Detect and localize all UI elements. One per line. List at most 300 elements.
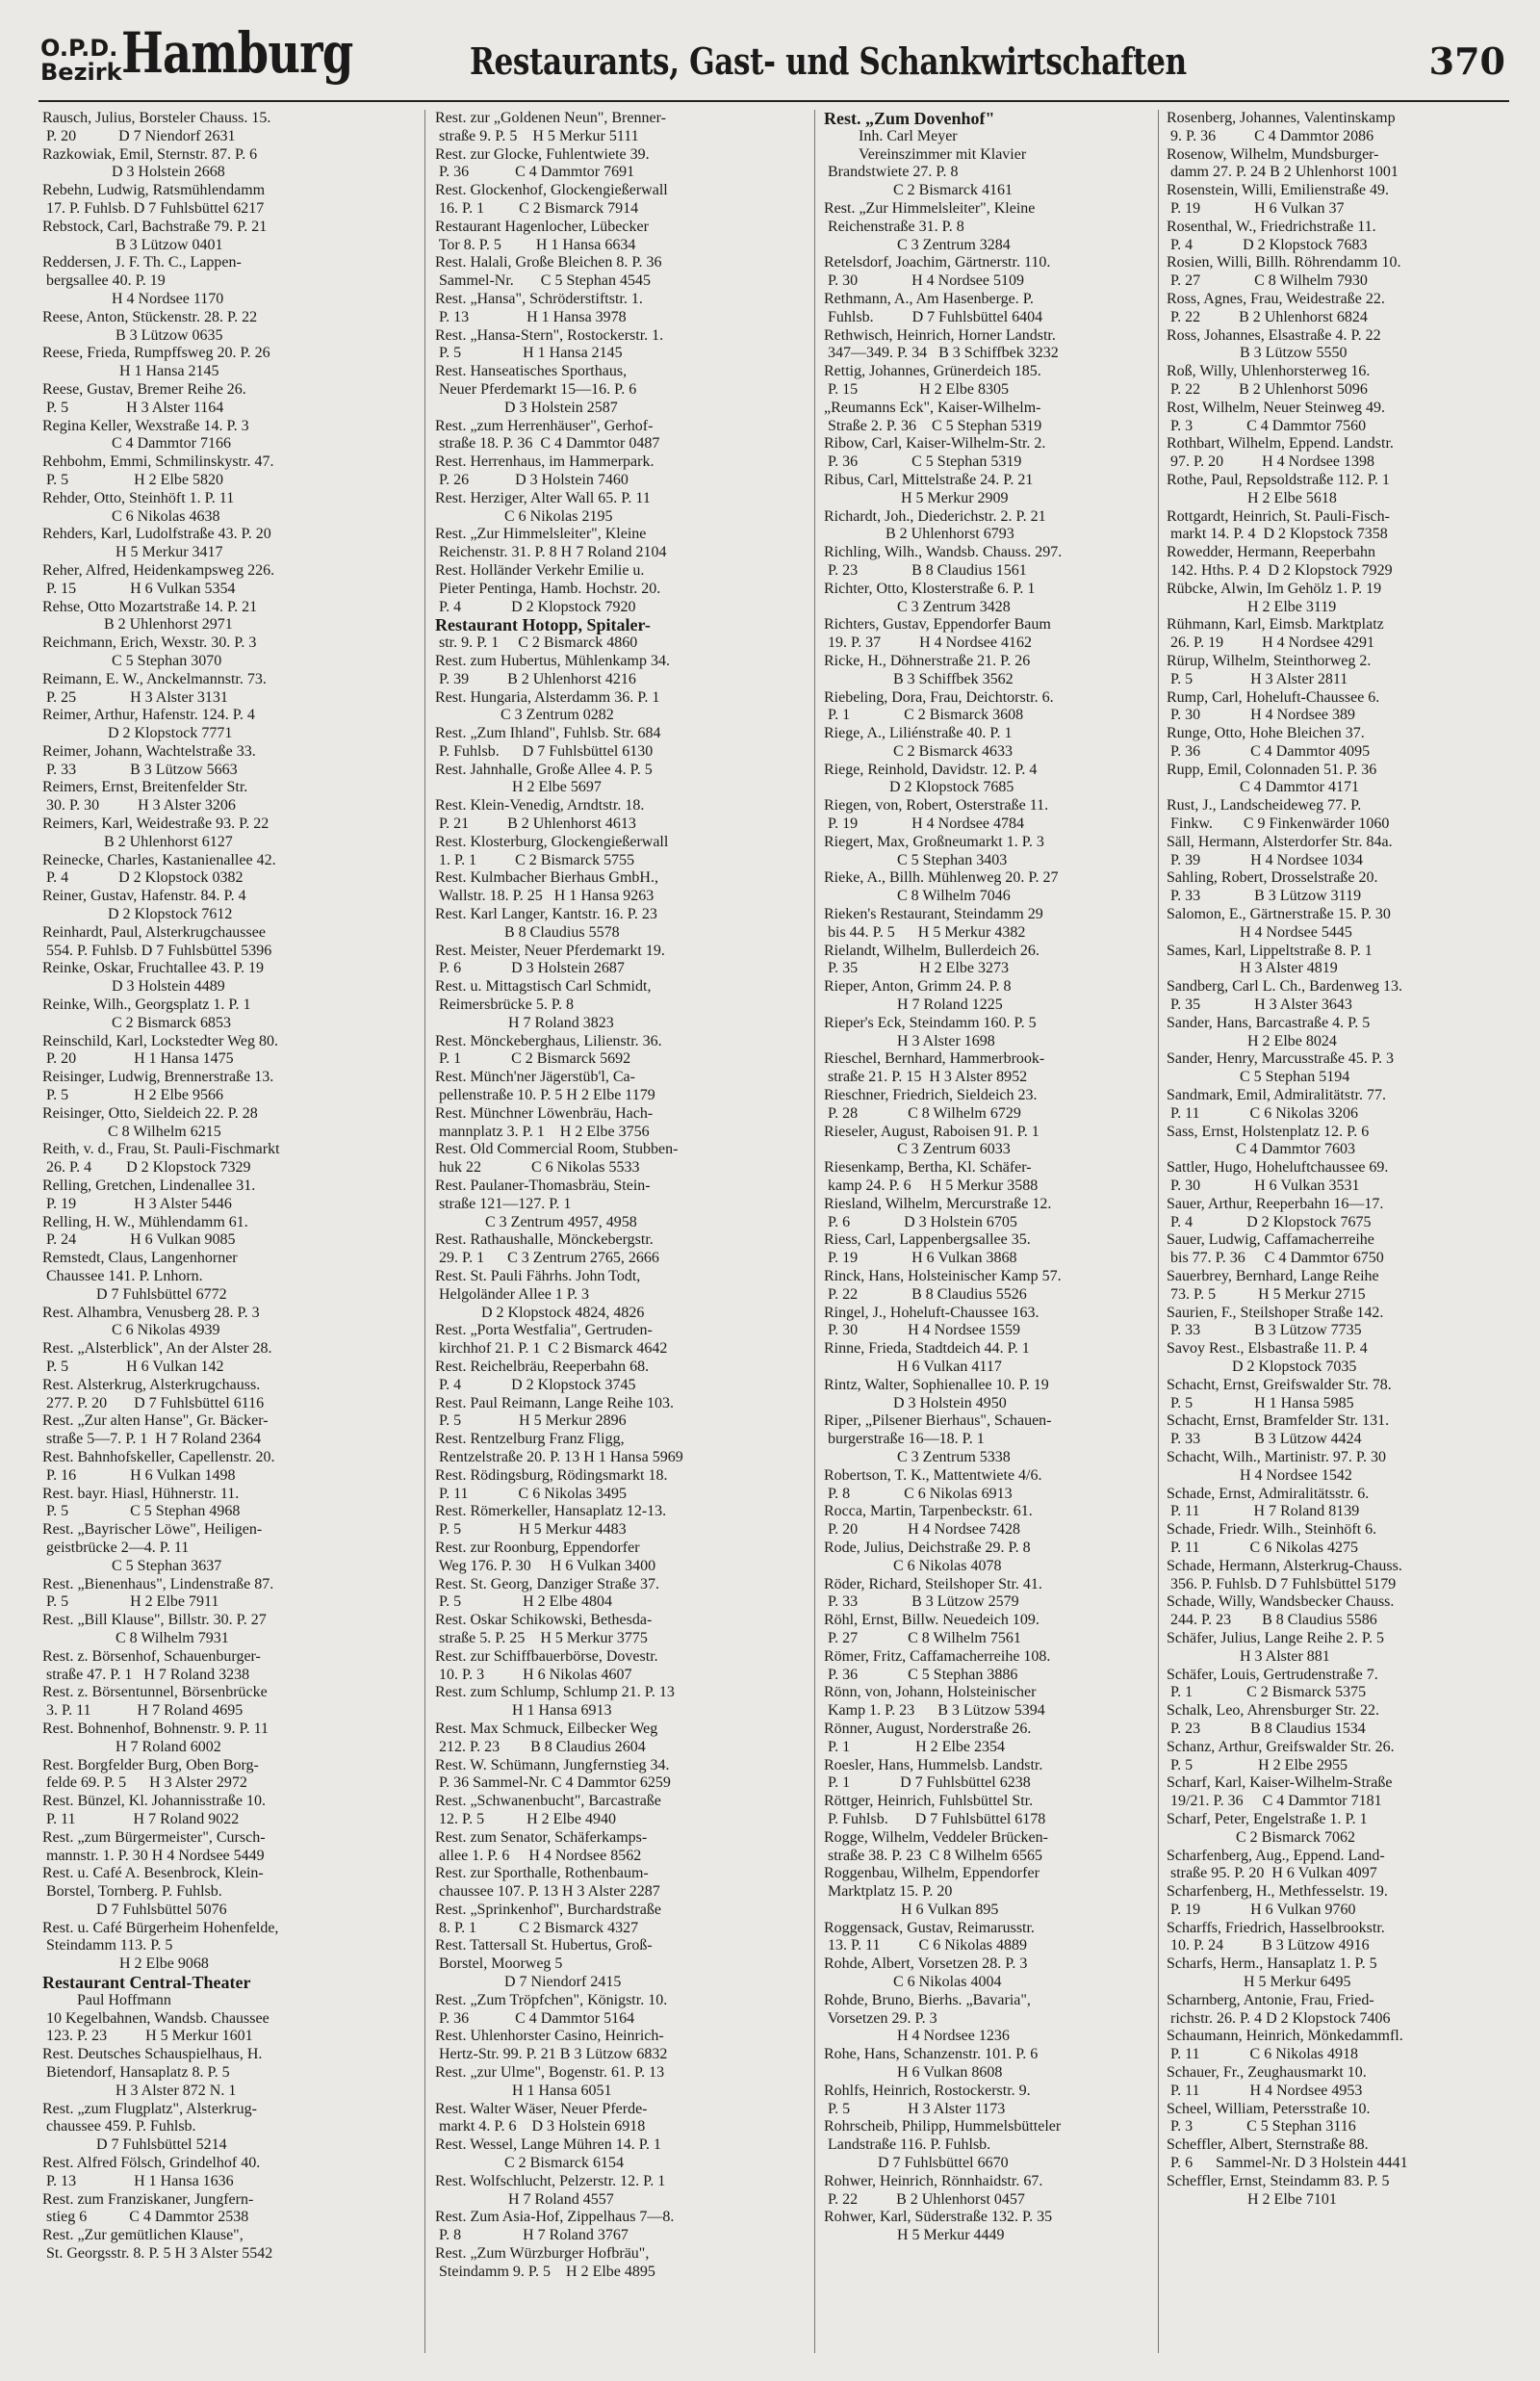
directory-entry: richstr. 26. P. 4 D 2 Klopstock 7406 (1167, 2009, 1391, 2027)
directory-entry: P. 1 H 2 Elbe 2354 (824, 1738, 1005, 1755)
directory-entry: Rest. Herziger, Alter Wall 65. P. 11 (435, 489, 651, 506)
directory-entry: Rest. z. Börsenhof, Schauenburger- (42, 1647, 261, 1665)
directory-entry: H 3 Alster 872 N. 1 (42, 2082, 237, 2099)
directory-entry: P. 23 B 8 Claudius 1561 (824, 561, 1027, 579)
directory-entry: H 2 Elbe 9068 (42, 1955, 209, 1973)
directory-entry: Retelsdorf, Joachim, Gärtnerstr. 110. (824, 254, 1051, 272)
directory-entry: Remstedt, Claus, Langenhorner (42, 1250, 238, 1267)
directory-entry: Neuer Pferdemarkt 15—16. P. 6 (435, 380, 637, 398)
directory-entry: Rest. Klosterburg, Glockengießerwall (435, 833, 669, 850)
directory-entry: Rohde, Bruno, Bierhs. „Bavaria", (824, 1991, 1031, 2008)
directory-entry: Rieschel, Bernhard, Hammerbrook- (824, 1050, 1045, 1068)
directory-entry: P. 22 B 2 Uhlenhorst 0457 (824, 2190, 1025, 2208)
directory-entry: Rehder, Otto, Steinhöft 1. P. 11 (42, 489, 235, 506)
directory-entry: 10 Kegelbahnen, Wandsb. Chaussee (42, 2009, 270, 2027)
directory-entry: Rübcke, Alwin, Im Gehölz 1. P. 19 (1167, 580, 1382, 597)
directory-entry: Ribow, Carl, Kaiser-Wilhelm-Str. 2. (824, 435, 1046, 453)
page-title: Restaurants, Gast- und Schankwirtschaften (470, 39, 1187, 83)
directory-entry: P. 16 H 6 Vulkan 1498 (42, 1466, 236, 1484)
directory-entry: C 4 Dammtor 7603 (1167, 1141, 1355, 1158)
directory-entry: Rohrscheib, Philipp, Hummelsbütteler (824, 2118, 1062, 2135)
directory-entry: Rethwisch, Heinrich, Horner Landstr. (824, 326, 1056, 344)
directory-entry: Schaumann, Heinrich, Mönkedammfl. (1167, 2028, 1403, 2045)
directory-entry: Scheel, William, Petersstraße 10. (1167, 2100, 1371, 2117)
directory-entry: Rest. Deutsches Schauspielhaus, H. (42, 2046, 263, 2063)
directory-entry: B 3 Lützow 5550 (1167, 345, 1348, 362)
directory-entry: P. 36 Sammel-Nr. C 4 Dammtor 6259 (435, 1774, 671, 1792)
directory-entry: Rönner, August, Norderstraße 26. (824, 1720, 1032, 1737)
directory-entry: 19/21. P. 36 C 4 Dammtor 7181 (1167, 1793, 1382, 1810)
directory-entry: Reichenstr. 31. P. 8 H 7 Roland 2104 (435, 544, 667, 561)
directory-entry: C 8 Wilhelm 7931 (42, 1629, 229, 1646)
directory-entry: P. 33 B 3 Lützow 3119 (1167, 888, 1362, 905)
directory-entry: Scharfenberg, Aug., Eppend. Land- (1167, 1847, 1385, 1864)
directory-entry: C 6 Nikolas 4638 (42, 507, 220, 525)
directory-entry: 13. P. 11 C 6 Nikolas 4889 (824, 1937, 1027, 1954)
directory-entry: Reith, v. d., Frau, St. Pauli-Fischmarkt (42, 1141, 280, 1158)
directory-entry: P. 22 B 8 Claudius 5526 (824, 1285, 1027, 1303)
directory-entry: Rinck, Hans, Holsteinischer Kamp 57. (824, 1268, 1062, 1284)
directory-entry: P. 5 H 2 Elbe 2955 (1167, 1756, 1348, 1773)
directory-entry: Riebeling, Dora, Frau, Deichtorstr. 6. (824, 688, 1054, 706)
directory-entry: Schacht, Ernst, Greifswalder Str. 78. (1167, 1376, 1392, 1393)
directory-entry: Ricke, H., Döhnerstraße 21. P. 26 (824, 652, 1031, 669)
directory-entry: Rest. Karl Langer, Kantstr. 16. P. 23 (435, 906, 657, 923)
directory-entry: Reisinger, Otto, Sieldeich 22. P. 28 (42, 1104, 258, 1122)
directory-entry: Rest. Paul Reimann, Lange Reihe 103. (435, 1394, 674, 1411)
directory-entry: H 5 Merkur 4449 (824, 2227, 1005, 2244)
directory-entry: Rest. zum Senator, Schäferkamps- (435, 1828, 648, 1846)
directory-entry: Rest. Klein-Venedig, Arndtstr. 18. (435, 797, 645, 815)
directory-entry: Scheffler, Albert, Sternstraße 88. (1167, 2136, 1369, 2154)
directory-entry: Rest. Kulmbacher Bierhaus GmbH., (435, 869, 658, 887)
directory-entry: P. 11 H 4 Nordsee 4953 (1167, 2082, 1363, 2099)
directory-entry: Rohe, Hans, Schanzenstr. 101. P. 6 (824, 2046, 1039, 2063)
directory-entry: Röder, Richard, Steilshoper Str. 41. (824, 1575, 1042, 1592)
directory-entry: P. 4 D 2 Klopstock 0382 (42, 869, 244, 887)
directory-entry: P. 5 H 3 Alster 1164 (42, 399, 224, 416)
directory-entry: C 6 Nikolas 4004 (824, 1974, 1002, 1991)
directory-entry: H 2 Elbe 5618 (1167, 489, 1337, 506)
directory-entry: Sauer, Ludwig, Caffamacherreihe (1167, 1231, 1374, 1249)
directory-entry: Reinke, Oskar, Fruchtallee 43. P. 19 (42, 960, 264, 977)
directory-entry: Borstel, Moorweg 5 (435, 1955, 563, 1973)
directory-entry: Schäfer, Julius, Lange Reihe 2. P. 5 (1167, 1629, 1384, 1646)
directory-entry: Reichmann, Erich, Wexstr. 30. P. 3 (42, 634, 257, 652)
directory-entry: Rest. Uhlenhorster Casino, Heinrich- (435, 2028, 664, 2045)
directory-entry: H 2 Elbe 8024 (1167, 1032, 1337, 1049)
directory-entry: Rocca, Martin, Tarpenbeckstr. 61. (824, 1503, 1033, 1520)
directory-entry: Rest. „Zum Tröpfchen", Königstr. 10. (435, 1991, 668, 2008)
directory-entry: Scharffs, Friedrich, Hasselbrookstr. (1167, 1919, 1385, 1936)
directory-entry: D 2 Klopstock 7035 (1167, 1358, 1357, 1375)
directory-entry: chaussee 107. P. 13 H 3 Alster 2287 (435, 1883, 660, 1901)
directory-entry: C 8 Wilhelm 7046 (824, 888, 1011, 905)
directory-entry: bergsallee 40. P. 19 (42, 272, 166, 290)
directory-entry: C 4 Dammtor 4171 (1167, 779, 1359, 796)
directory-entry: Steindamm 9. P. 5 H 2 Elbe 4895 (435, 2263, 655, 2280)
directory-entry: Reher, Alfred, Heidenkampsweg 226. (42, 561, 275, 579)
district-label (40, 37, 122, 85)
directory-entry: P. 11 H 7 Roland 9022 (42, 1810, 240, 1827)
directory-entry: Sames, Karl, Lippeltstraße 8. P. 1 (1167, 942, 1373, 959)
directory-entry: P. 11 C 6 Nikolas 3206 (1167, 1104, 1358, 1122)
directory-entry: C 5 Stephan 3403 (824, 851, 1008, 868)
directory-entry: 12. P. 5 H 2 Elbe 4940 (435, 1810, 616, 1827)
directory-entry: P. 15 H 6 Vulkan 5354 (42, 580, 236, 597)
directory-entry: Rest. Walter Wäser, Neuer Pferde- (435, 2100, 648, 2117)
directory-entry: Rest. Jahnhalle, Große Allee 4. P. 5 (435, 761, 653, 778)
directory-entry: Rottgardt, Heinrich, St. Pauli-Fisch- (1167, 507, 1390, 525)
directory-entry: H 6 Vulkan 8608 (824, 2064, 1003, 2082)
directory-entry: Vereinszimmer mit Klavier (859, 145, 1027, 163)
directory-entry: H 5 Merkur 3417 (42, 544, 223, 561)
directory-entry: mannplatz 3. P. 1 H 2 Elbe 3756 (435, 1123, 650, 1140)
directory-entry: Rosenthal, W., Friedrichstraße 11. (1167, 218, 1376, 235)
directory-entry: H 6 Vulkan 895 (824, 1901, 999, 1918)
directory-entry: P. 3 C 5 Stephan 3116 (1167, 2118, 1356, 2135)
directory-entry: P. Fuhlsb. D 7 Fuhlsbüttel 6130 (435, 742, 654, 760)
directory-entry: 347—349. P. 34 B 3 Schiffbek 3232 (824, 345, 1059, 362)
directory-entry: Rest. Römerkeller, Hansaplatz 12-13. (435, 1503, 667, 1520)
directory-entry: D 7 Fuhlsbüttel 6670 (824, 2155, 1009, 2172)
directory-entry: P. 5 H 5 Merkur 4483 (435, 1521, 627, 1539)
directory-entry: Reimersbrücke 5. P. 8 (435, 996, 574, 1014)
directory-entry: Rupp, Emil, Colonnaden 51. P. 36 (1167, 761, 1377, 778)
directory-entry: Rest. Meister, Neuer Pferdemarkt 19. (435, 942, 665, 959)
directory-entry: C 3 Zentrum 3284 (824, 236, 1011, 253)
directory-entry: Rest. „zur Ulme", Bogenstr. 61. P. 13 (435, 2064, 665, 2082)
directory-entry: Rosenow, Wilhelm, Mundsburger- (1167, 145, 1379, 163)
directory-entry: P. 19 H 6 Vulkan 9760 (1167, 1901, 1356, 1918)
directory-entry: Rest. „Zum Ihland", Fuhlsb. Str. 684 (435, 725, 661, 742)
directory-entry: stieg 6 C 4 Dammtor 2538 (42, 2209, 249, 2226)
directory-entry: P. 1 C 2 Bismarck 3608 (824, 707, 1024, 724)
directory-entry: Rest. bayr. Hiasl, Hühnerstr. 11. (42, 1485, 240, 1502)
directory-entry: Sauer, Arthur, Reeperbahn 16—17. (1167, 1195, 1384, 1212)
directory-entry: C 3 Zentrum 5338 (824, 1448, 1011, 1465)
directory-entry: Sattler, Hugo, Hoheluftchaussee 69. (1167, 1159, 1389, 1177)
directory-entry: Inh. Carl Meyer (859, 127, 958, 144)
directory-entry: Paul Hoffmann (77, 1991, 171, 2008)
directory-entry: Rest. zum Franziskaner, Jungfern- (42, 2190, 254, 2208)
directory-entry: P. 4 D 2 Klopstock 3745 (435, 1376, 636, 1393)
directory-entry: Reese, Anton, Stückenstr. 28. P. 22 (42, 308, 258, 325)
directory-entry: Reimer, Arthur, Hafenstr. 124. P. 4 (42, 707, 255, 724)
directory-entry: B 3 Lützow 0401 (42, 236, 223, 253)
directory-entry: Riper, „Pilsener Bierhaus", Schauen- (824, 1412, 1052, 1430)
directory-entry: Riegen, von, Robert, Osterstraße 11. (824, 797, 1049, 815)
directory-entry: Salomon, E., Gärtnerstraße 15. P. 30 (1167, 906, 1391, 923)
directory-entry: Ringel, J., Hoheluft-Chaussee 163. (824, 1304, 1040, 1321)
directory-entry: Rest. Halali, Große Bleichen 8. P. 36 (435, 254, 662, 272)
directory-entry: Scheffler, Ernst, Steindamm 83. P. 5 (1167, 2172, 1390, 2189)
directory-entry: Rebehn, Ludwig, Ratsmühlendamm (42, 182, 266, 199)
directory-entry: Rest. Hungaria, Alsterdamm 36. P. 1 (435, 688, 660, 706)
directory-entry: P. 26 D 3 Holstein 7460 (435, 471, 629, 488)
directory-entry: Schauer, Fr., Zeughausmarkt 10. (1167, 2064, 1367, 2082)
directory-entry: Rest. zur Roonburg, Eppendorfer (435, 1539, 640, 1556)
directory-entry: P. 25 H 3 Alster 3131 (42, 688, 228, 706)
directory-entry: C 6 Nikolas 4078 (824, 1557, 1002, 1574)
directory-entry: Scharfenberg, H., Methfesselstr. 19. (1167, 1883, 1388, 1901)
directory-entry: 244. P. 23 B 8 Claudius 5586 (1167, 1612, 1377, 1629)
directory-entry: burgerstraße 16—18. P. 1 (824, 1431, 985, 1448)
directory-entry: Rohwer, Karl, Süderstraße 132. P. 35 (824, 2209, 1053, 2226)
directory-entry: P. 5 C 5 Stephan 4968 (42, 1503, 241, 1520)
column-1 (42, 110, 416, 2264)
directory-entry: Reichenstraße 31. P. 8 (824, 218, 964, 235)
directory-entry: markt 14. P. 4 D 2 Klopstock 7358 (1167, 526, 1388, 543)
directory-entry: D 3 Holstein 2668 (42, 164, 225, 181)
directory-entry: kirchhof 21. P. 1 C 2 Bismarck 4642 (435, 1340, 668, 1358)
directory-entry: P. 24 H 6 Vulkan 9085 (42, 1231, 236, 1249)
directory-entry: Rieper, Anton, Grimm 24. P. 8 (824, 978, 1012, 996)
directory-entry: P. 36 C 5 Stephan 5319 (824, 453, 1022, 471)
directory-entry: str. 9. P. 1 C 2 Bismarck 4860 (435, 634, 638, 652)
directory-entry: P. 28 C 8 Wilhelm 6729 (824, 1104, 1021, 1122)
directory-entry: St. Georgsstr. 8. P. 5 H 3 Alster 5542 (42, 2245, 273, 2263)
directory-entry: Rehbohm, Emmi, Schmilinskystr. 47. (42, 453, 274, 471)
column-divider (814, 110, 815, 2353)
directory-entry: Säll, Hermann, Alsterdorfer Str. 84a. (1167, 833, 1393, 850)
directory-entry: Sander, Hans, Barcastraße 4. P. 5 (1167, 1014, 1371, 1031)
directory-entry: C 2 Bismarck 6853 (42, 1014, 231, 1031)
directory-entry: B 2 Uhlenhorst 6793 (824, 526, 1014, 543)
directory-entry: Riege, Reinhold, Davidstr. 12. P. 4 (824, 761, 1038, 778)
directory-entry: P. 20 H 1 Hansa 1475 (42, 1050, 234, 1068)
directory-entry: felde 69. P. 5 H 3 Alster 2972 (42, 1774, 247, 1792)
directory-entry: 29. P. 1 C 3 Zentrum 2765, 2666 (435, 1250, 659, 1267)
directory-entry: P. 27 C 8 Wilhelm 7930 (1167, 272, 1368, 290)
directory-entry: Rebstock, Carl, Bachstraße 79. P. 21 (42, 218, 268, 235)
directory-entry: straße 121—127. P. 1 (435, 1195, 572, 1212)
directory-entry: Marktplatz 15. P. 20 (824, 1883, 953, 1901)
directory-entry: Rieken's Restaurant, Steindamm 29 (824, 906, 1043, 923)
directory-entry: 19. P. 37 H 4 Nordsee 4162 (824, 634, 1032, 652)
directory-entry: Rest. Oskar Schikowski, Bethesda- (435, 1612, 653, 1629)
directory-entry: Rest. St. Pauli Fährhs. John Todt, (435, 1268, 641, 1284)
directory-entry: Schäfer, Louis, Gertrudenstraße 7. (1167, 1666, 1378, 1683)
directory-entry: „Reumanns Eck", Kaiser-Wilhelm- (824, 399, 1041, 416)
directory-entry: Rest. Rentzelburg Franz Fligg, (435, 1431, 625, 1448)
directory-entry: H 7 Roland 6002 (42, 1738, 221, 1755)
directory-entry: Rest. St. Georg, Danziger Straße 37. (435, 1575, 659, 1592)
directory-entry: 16. P. 1 C 2 Bismarck 7914 (435, 199, 639, 217)
directory-entry: Saurien, F., Steilshoper Straße 142. (1167, 1304, 1384, 1321)
directory-entry: Finkw. C 9 Finkenwärder 1060 (1167, 815, 1390, 833)
directory-entry: Rest. Zum Asia-Hof, Zippelhaus 7—8. (435, 2209, 675, 2226)
directory-entry: P. 35 H 3 Alster 3643 (1167, 996, 1352, 1014)
directory-entry: P. 5 H 3 Alster 2811 (1167, 670, 1348, 687)
directory-entry: Weg 176. P. 30 H 6 Vulkan 3400 (435, 1557, 656, 1574)
directory-entry: 356. P. Fuhlsb. D 7 Fuhlsbüttel 5179 (1167, 1575, 1397, 1592)
directory-entry: P. 1 D 7 Fuhlsbüttel 6238 (824, 1774, 1031, 1792)
directory-entry: P. 21 B 2 Uhlenhorst 4613 (435, 815, 636, 833)
directory-entry: Rohde, Albert, Vorsetzen 28. P. 3 (824, 1955, 1028, 1973)
directory-entry: C 4 Dammtor 7166 (42, 435, 231, 453)
directory-entry: 97. P. 20 H 4 Nordsee 1398 (1167, 453, 1374, 471)
directory-entry: P. 6 D 3 Holstein 6705 (824, 1213, 1017, 1230)
page-number: 370 (1428, 39, 1505, 83)
column-4 (1167, 110, 1540, 2209)
directory-entry: Rausch, Julius, Borsteler Chauss. 15. (42, 110, 271, 126)
directory-entry: P. 22 B 2 Uhlenhorst 6824 (1167, 308, 1368, 325)
directory-entry: Borstel, Tornberg. P. Fuhlsb. (42, 1883, 222, 1901)
directory-entry: Reinke, Wilh., Georgsplatz 1. P. 1 (42, 996, 251, 1014)
directory-entry: Riesenkamp, Bertha, Kl. Schäfer- (824, 1159, 1032, 1177)
directory-entry: Römer, Fritz, Caffamacherreihe 108. (824, 1647, 1051, 1665)
directory-entry: Rest. Alhambra, Venusberg 28. P. 3 (42, 1304, 260, 1321)
directory-entry: Rest. „Zur alten Hanse", Gr. Bäcker- (42, 1412, 269, 1430)
directory-entry: H 2 Elbe 3119 (1167, 598, 1337, 615)
directory-entry: C 2 Bismarck 4161 (824, 182, 1013, 199)
directory-entry: P. 23 B 8 Claudius 1534 (1167, 1720, 1366, 1737)
directory-entry: Schanz, Arthur, Greifswalder Str. 26. (1167, 1738, 1395, 1755)
directory-entry: H 3 Alster 1698 (824, 1032, 995, 1049)
directory-entry: C 5 Stephan 3637 (42, 1557, 222, 1574)
directory-entry: Sandberg, Carl L. Ch., Bardenweg 13. (1167, 978, 1402, 996)
directory-entry: Rest. „Zum Würzburger Hofbräu", (435, 2245, 650, 2263)
directory-entry: C 2 Bismarck 6154 (435, 2155, 624, 2172)
directory-entry: geistbrücke 2—4. P. 11 (42, 1539, 190, 1556)
directory-entry: Rest. „Hansa-Stern", Rostockerstr. 1. (435, 326, 664, 344)
directory-entry: Rieseler, August, Raboisen 91. P. 1 (824, 1123, 1040, 1140)
directory-entry: Schalk, Leo, Ahrensburger Str. 22. (1167, 1702, 1380, 1720)
directory-entry: Rieke, A., Billh. Mühlenweg 20. P. 27 (824, 869, 1059, 887)
directory-entry: P. 6 D 3 Holstein 2687 (435, 960, 625, 977)
directory-entry: Scharf, Karl, Kaiser-Wilhelm-Straße (1167, 1774, 1393, 1792)
directory-entry: Rieper's Eck, Steindamm 160. P. 5 (824, 1014, 1037, 1031)
directory-entry: straße 5—7. P. 1 H 7 Roland 2364 (42, 1431, 262, 1448)
directory-entry: H 4 Nordsee 1170 (42, 290, 224, 307)
directory-entry: Reimer, Johann, Wachtelstraße 33. (42, 742, 256, 760)
directory-entry: Rowedder, Hermann, Reeperbahn (1167, 544, 1376, 561)
directory-entry: Rost, Wilhelm, Neuer Steinweg 49. (1167, 399, 1386, 416)
directory-entry: Schade, Ernst, Admiralitätsstr. 6. (1167, 1485, 1370, 1502)
directory-entry: P. 33 B 3 Lützow 5663 (42, 761, 238, 778)
directory-entry: Rest. Borgfelder Burg, Oben Borg- (42, 1756, 259, 1773)
directory-entry: Rest. Max Schmuck, Eilbecker Weg (435, 1720, 658, 1737)
directory-entry: H 5 Merkur 2909 (824, 489, 1009, 506)
directory-entry: Rest. „Zum Dovenhof" (824, 110, 995, 128)
directory-entry: Pieter Pentinga, Hamb. Hochstr. 20. (435, 580, 661, 597)
directory-entry: Rest. Wolfschlucht, Pelzerstr. 12. P. 1 (435, 2172, 666, 2189)
directory-entry: Rest. „Bill Klause", Billstr. 30. P. 27 (42, 1612, 267, 1629)
directory-entry: Rest. „zum Herrenhäuser", Gerhof- (435, 417, 654, 434)
directory-entry: Reese, Frieda, Rumpffsweg 20. P. 26 (42, 345, 270, 362)
directory-entry: Rest. „Schwanenbucht", Barcastraße (435, 1793, 661, 1810)
directory-entry: P. 11 C 6 Nikolas 4275 (1167, 1539, 1358, 1556)
directory-entry: Rest. zum Schlump, Schlump 21. P. 13 (435, 1684, 675, 1701)
directory-entry: P. 27 C 8 Wilhelm 7561 (824, 1629, 1021, 1646)
directory-entry: Röhl, Ernst, Billw. Neuedeich 109. (824, 1612, 1040, 1629)
directory-entry: Roggenbau, Wilhelm, Eppendorfer (824, 1865, 1040, 1882)
directory-entry: H 7 Roland 3823 (435, 1014, 614, 1031)
directory-entry: huk 22 C 6 Nikolas 5533 (435, 1159, 640, 1177)
directory-entry: P. 33 B 3 Lützow 2579 (824, 1593, 1019, 1611)
directory-entry: P. 30 H 4 Nordsee 5109 (824, 272, 1024, 290)
directory-entry: B 3 Lützow 0635 (42, 326, 223, 344)
directory-entry: straße 47. P. 1 H 7 Roland 3238 (42, 1666, 250, 1683)
directory-entry: P. 35 H 2 Elbe 3273 (824, 960, 1009, 977)
directory-entry: Richardt, Joh., Diederichstr. 2. P. 21 (824, 507, 1046, 525)
directory-entry: Rest. Bünzel, Kl. Johannisstraße 10. (42, 1793, 266, 1810)
directory-entry: Schacht, Ernst, Bramfelder Str. 131. (1167, 1412, 1390, 1430)
directory-entry: Schade, Friedr. Wilh., Steinhöft 6. (1167, 1521, 1377, 1539)
directory-entry: P. 6 Sammel-Nr. D 3 Holstein 4441 (1167, 2155, 1408, 2172)
directory-entry: D 2 Klopstock 4824, 4826 (435, 1304, 645, 1321)
directory-entry: damm 27. P. 24 B 2 Uhlenhorst 1001 (1167, 164, 1399, 181)
directory-entry: Rosien, Willi, Billh. Röhrendamm 10. (1167, 254, 1401, 272)
directory-entry: 277. P. 20 D 7 Fuhlsbüttel 6116 (42, 1394, 265, 1411)
directory-entry: C 5 Stephan 3070 (42, 652, 222, 669)
directory-entry: Rosenstein, Willi, Emilienstraße 49. (1167, 182, 1390, 199)
directory-entry: Restaurant Central-Theater (42, 1974, 251, 1992)
directory-entry: H 2 Elbe 7101 (1167, 2190, 1337, 2208)
directory-entry: P. Fuhlsb. D 7 Fuhlsbüttel 6178 (824, 1810, 1046, 1827)
directory-entry: Rothe, Paul, Repsoldstraße 112. P. 1 (1167, 471, 1390, 488)
directory-entry: Rosenberg, Johannes, Valentinskamp (1167, 110, 1396, 126)
directory-entry: C 3 Zentrum 4957, 4958 (435, 1213, 637, 1230)
directory-entry: H 3 Alster 4819 (1167, 960, 1338, 977)
directory-entry: Sahling, Robert, Drosselstraße 20. (1167, 869, 1378, 887)
directory-entry: Rest. zur Glocke, Fuhlentwiete 39. (435, 145, 650, 163)
directory-entry: P. 5 H 2 Elbe 4804 (435, 1593, 612, 1611)
directory-entry: 17. P. Fuhlsb. D 7 Fuhlsbüttel 6217 (42, 199, 265, 217)
directory-entry: Regina Keller, Wexstraße 14. P. 3 (42, 417, 249, 434)
directory-entry: C 3 Zentrum 6033 (824, 1141, 1011, 1158)
directory-entry: Ross, Agnes, Frau, Weidestraße 22. (1167, 290, 1385, 307)
directory-entry: D 7 Fuhlsbüttel 5214 (42, 2136, 227, 2154)
directory-entry: H 7 Roland 4557 (435, 2190, 614, 2208)
directory-entry: Rest. „Zur Himmelsleiter", Kleine (435, 526, 647, 543)
directory-entry: H 5 Merkur 6495 (1167, 1974, 1351, 1991)
directory-entry: 10. P. 3 H 6 Nikolas 4607 (435, 1666, 632, 1683)
directory-entry: P. 3 C 4 Dammtor 7560 (1167, 417, 1367, 434)
directory-entry: P. 30 H 4 Nordsee 1559 (824, 1322, 1020, 1339)
directory-entry: bis 77. P. 36 C 4 Dammtor 6750 (1167, 1250, 1384, 1267)
directory-entry: straße 5. P. 25 H 5 Merkur 3775 (435, 1629, 648, 1646)
directory-entry: P. 19 H 6 Vulkan 37 (1167, 199, 1345, 217)
directory-entry: Riegert, Max, Großneumarkt 1. P. 3 (824, 833, 1044, 850)
directory-entry: Restaurant Hotopp, Spitaler- (435, 616, 651, 635)
directory-entry: P. 36 C 4 Dammtor 5164 (435, 2009, 635, 2027)
directory-entry: Rest. „Hansa", Schröderstiftstr. 1. (435, 290, 643, 307)
directory-entry: Richter, Otto, Klosterstraße 6. P. 1 (824, 580, 1036, 597)
directory-entry: pellenstraße 10. P. 5 H 2 Elbe 1179 (435, 1087, 655, 1104)
directory-entry: Rettig, Johannes, Grünerdeich 185. (824, 363, 1041, 380)
directory-entry: Rogge, Wilhelm, Veddeler Brücken- (824, 1828, 1048, 1846)
directory-entry: 1. P. 1 C 2 Bismarck 5755 (435, 851, 635, 868)
directory-entry: P. 13 H 1 Hansa 1636 (42, 2172, 234, 2189)
directory-entry: Rest. Wessel, Lange Mühren 14. P. 1 (435, 2136, 661, 2154)
directory-entry: Rest. u. Café A. Besenbrock, Klein- (42, 1865, 264, 1882)
city-name: Hamburg (121, 20, 353, 86)
directory-entry: H 4 Nordsee 1236 (824, 2028, 1010, 2045)
directory-entry: Rest. Herrenhaus, im Hammerpark. (435, 453, 654, 471)
page-header (0, 0, 1540, 104)
directory-entry: Reisinger, Ludwig, Brennerstraße 13. (42, 1069, 274, 1086)
directory-entry: chaussee 459. P. Fuhlsb. (42, 2118, 196, 2135)
directory-entry: C 6 Nikolas 4939 (42, 1322, 220, 1339)
directory-entry: H 6 Vulkan 4117 (824, 1358, 1002, 1375)
directory-entry: P. 33 B 3 Lützow 4424 (1167, 1431, 1362, 1448)
directory-entry: Reinecke, Charles, Kastanienallee 42. (42, 851, 276, 868)
directory-entry: Reimann, E. W., Anckelmannstr. 73. (42, 670, 267, 687)
directory-entry: straße 18. P. 36 C 4 Dammtor 0487 (435, 435, 660, 453)
opd-label: O.P.D. (40, 35, 118, 62)
